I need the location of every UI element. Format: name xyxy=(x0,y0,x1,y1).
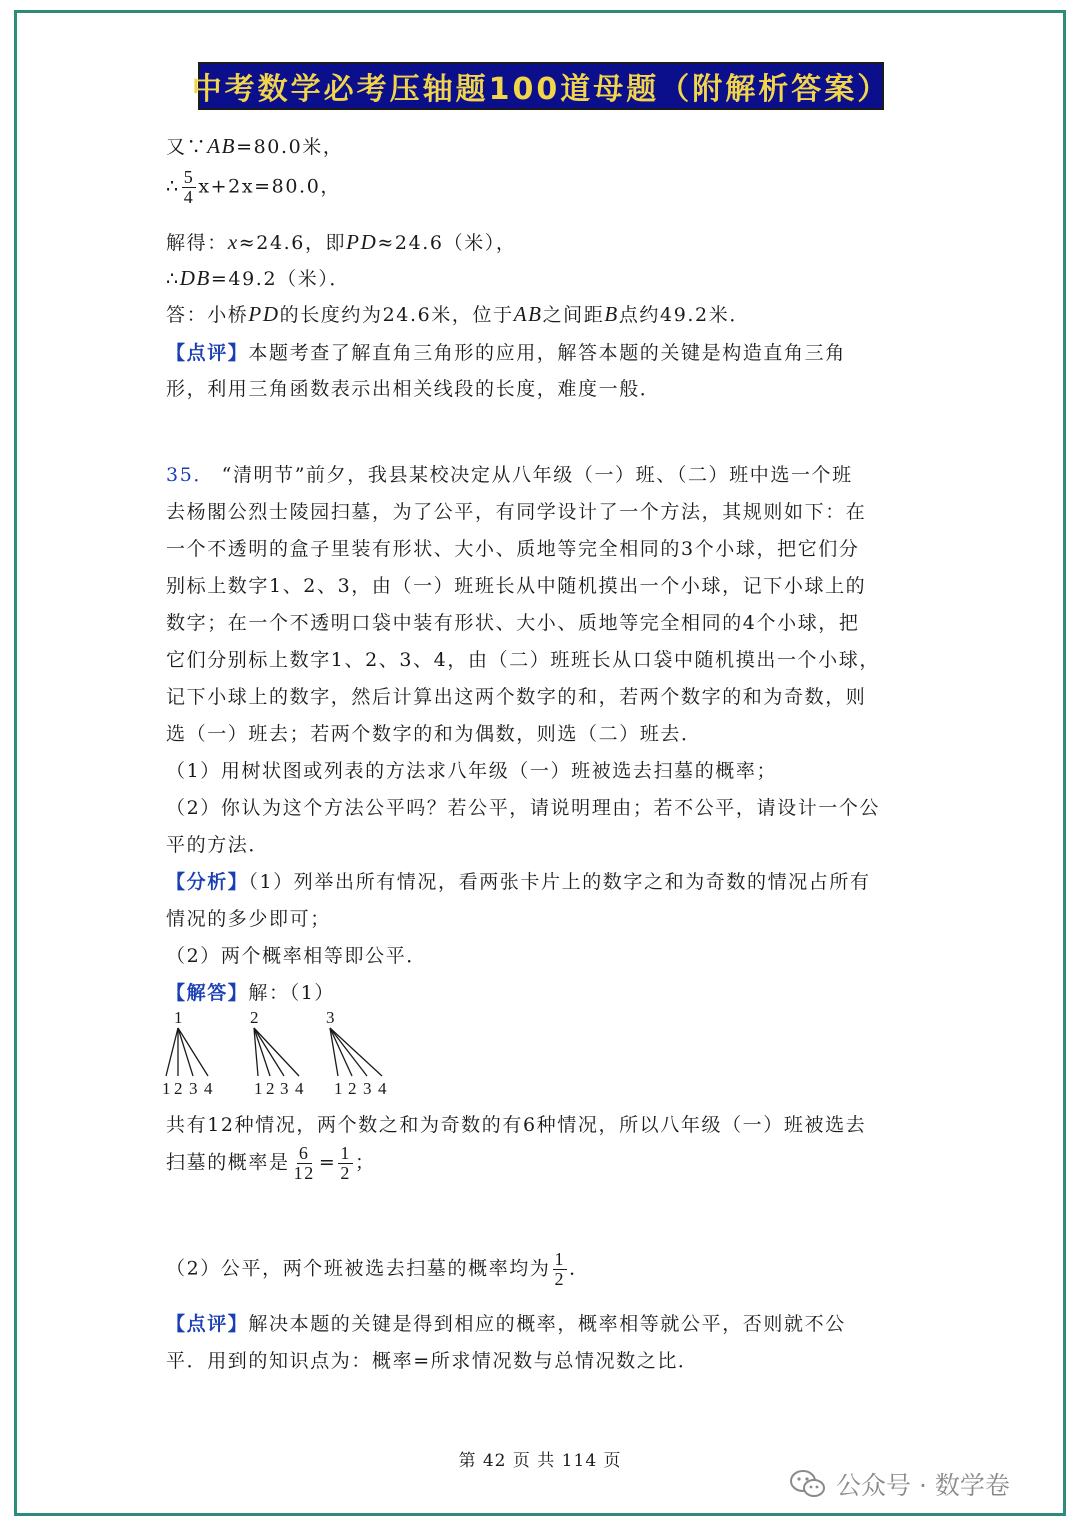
tree-leaf: 4 xyxy=(204,1079,213,1098)
tree-leaf: 2 xyxy=(266,1079,275,1098)
watermark: 公众号 · 数学卷 xyxy=(790,1466,1010,1502)
part2-line: （2）公平，两个班被选去扫墓的概率均为 $\frac{1}{2}$ ． xyxy=(166,1249,590,1289)
comment-tag: 【点评】 xyxy=(166,1313,249,1335)
comment-line: 【点评】解决本题的关键是得到相应的概率，概率相等就公平，否则就不公 xyxy=(166,1313,846,1335)
comment-line: 【点评】本题考查了解直角三角形的应用，解答本题的关键是构造直角三角 xyxy=(166,342,846,364)
tree-group-2 xyxy=(250,1008,304,1098)
tree-leaf: 4 xyxy=(295,1079,304,1098)
comment-tag: 【点评】 xyxy=(166,342,249,364)
tree-root: 3 xyxy=(326,1008,335,1027)
page-title: 中考数学必考压轴题100道母题（附解析答案） xyxy=(198,62,884,110)
question-number: 35． xyxy=(166,464,214,486)
tree-diagram xyxy=(160,1006,420,1102)
tree-leaf: 1 xyxy=(334,1079,343,1098)
question-line: 选（一）班去；若两个数字的和为偶数，则选（二）班去． xyxy=(166,723,702,745)
analysis-line: 【分析】（1）列举出所有情况，看两张卡片上的数字之和为奇数的情况占所有 xyxy=(166,871,871,893)
question-line: 一个不透明的盒子里装有形状、大小、质地等完全相同的3个小球，把它们分 xyxy=(166,538,860,560)
tree-root: 2 xyxy=(250,1008,259,1027)
answer-line: 【解答】解：（1） xyxy=(166,982,335,1004)
result-line: 共有12种情况，两个数之和为奇数的有6种情况，所以八年级（一）班被选去 xyxy=(166,1114,867,1136)
tree-leaf: 4 xyxy=(378,1079,387,1098)
text-line: ∴DB=49.2（米）． xyxy=(166,266,351,290)
tree-root: 1 xyxy=(174,1008,183,1027)
analysis-tag: 【分析】 xyxy=(166,871,249,893)
wechat-icon xyxy=(790,1469,826,1499)
result-line: 扫墓的概率是 $\frac{6}{12}$ = $\frac{1}{2}$ ； xyxy=(166,1143,376,1183)
tree-leaf: 2 xyxy=(174,1079,183,1098)
sub-question-2-cont: 平的方法． xyxy=(166,834,270,856)
comment-line: 平．用到的知识点为：概率=所求情况数与总情况数之比． xyxy=(166,1350,699,1372)
tree-group-1 xyxy=(162,1008,213,1098)
tree-leaf: 1 xyxy=(254,1079,263,1098)
answer-tag: 【解答】 xyxy=(166,982,249,1004)
tree-leaf: 3 xyxy=(280,1079,289,1098)
fraction: $\frac{6}{12}$ xyxy=(293,1143,315,1183)
page-number: 第 42 页 共 114 页 xyxy=(458,1451,622,1471)
tree-leaf: 2 xyxy=(348,1079,357,1098)
question-line: 它们分别标上数字1、2、3、4，由（二）班班长从口袋中随机摸出一个小球， xyxy=(166,649,880,671)
question-line: 去杨閣公烈士陵园扫墓，为了公平，有同学设计了一个方法，其规则如下：在 xyxy=(166,501,867,523)
tree-leaf: 3 xyxy=(363,1079,372,1098)
question-line: 别标上数字1、2、3，由（一）班班长从中随机摸出一个小球，记下小球上的 xyxy=(166,575,867,597)
text-line: 解得：x≈24.6，即PD≈24.6（米）， xyxy=(166,230,517,254)
question-line: 记下小球上的数字，然后计算出这两个数字的和，若两个数字的和为奇数，则 xyxy=(166,686,867,708)
comment-line: 形，利用三角函数表示出相关线段的长度，难度一般． xyxy=(166,378,661,400)
question-line: 35． “清明节”前夕，我县某校决定从八年级（一）班、（二）班中选一个班 xyxy=(166,464,853,486)
text-line: 又∵AB=80.0米， xyxy=(166,134,344,158)
fraction: $\frac{1}{2}$ xyxy=(340,1143,351,1183)
equation-line: ∴ $\frac{5}{4}$ x+2x=80.0， xyxy=(166,167,341,207)
tree-leaf: 1 xyxy=(162,1079,171,1098)
sub-question-2: （2）你认为这个方法公平吗？若公平，请说明理由；若不公平，请设计一个公 xyxy=(166,797,881,819)
tree-group-3 xyxy=(326,1008,387,1098)
analysis-line: 情况的多少即可； xyxy=(166,908,331,930)
fraction: $\frac{1}{2}$ xyxy=(554,1249,566,1289)
sub-question-1: （1）用树状图或列表的方法求八年级（一）班被选去扫墓的概率； xyxy=(166,760,778,782)
fraction: $\frac{5}{4}$ xyxy=(183,167,195,207)
analysis-line: （2）两个概率相等即公平． xyxy=(166,945,427,967)
question-line: 数字；在一个不透明口袋中装有形状、大小、质地等完全相同的4个小球，把 xyxy=(166,612,860,634)
answer-line: 答：小桥PD的长度约为24.6米，位于AB之间距B点约49.2米． xyxy=(166,302,750,326)
tree-leaf: 3 xyxy=(189,1079,198,1098)
